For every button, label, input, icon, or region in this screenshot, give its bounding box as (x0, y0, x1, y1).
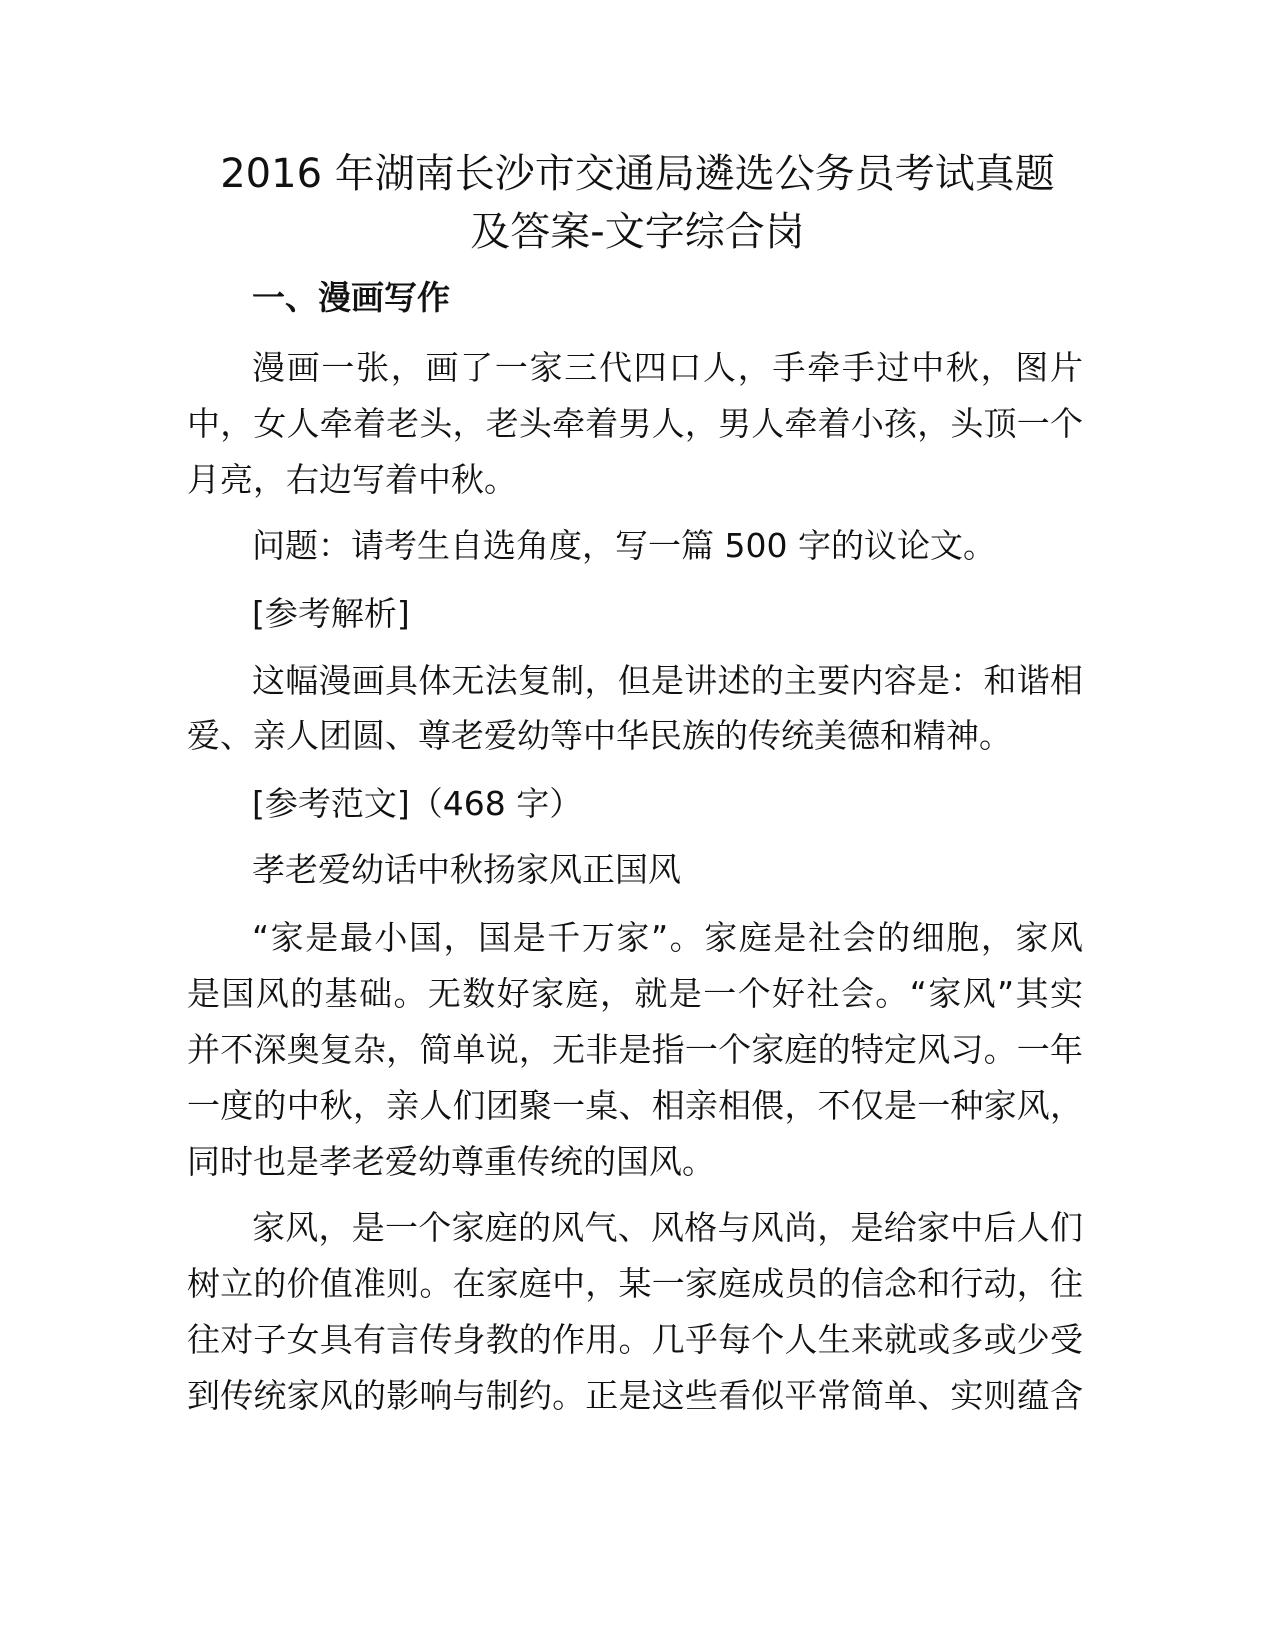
document-title-line-2: 及答案-文字综合岗 (470, 209, 805, 255)
essay-line: 并不深奥复杂，简单说，无非是指一个家庭的特定风习。一年 (187, 1030, 1083, 1069)
essay-line: “家是最小国，国是千万家”。家庭是社会的细胞，家风 (252, 918, 1083, 957)
essay-line: 往对子女具有言传身教的作用。几乎每个人生来就或多或少受 (187, 1320, 1083, 1359)
paragraph-line: 中，女人牵着老头，老头牵着男人，男人牵着小孩，头顶一个 (187, 404, 1083, 443)
sample-heading-count: （468 字） (409, 784, 583, 823)
essay-line: 一度的中秋，亲人们团聚一桌、相亲相偎，不仅是一种家风， (187, 1086, 1083, 1125)
essay-line: 到传统家风的影响与制约。正是这些看似平常简单、实则蕴含 (187, 1376, 1083, 1415)
analysis-line: 爱、亲人团圆、尊老爱幼等中华民族的传统美德和精神。 (187, 716, 1012, 755)
essay-title: 孝老爱幼话中秋扬家风正国风 (252, 850, 681, 889)
essay-line: 是国风的基础。无数好家庭，就是一个好社会。“家风”其实 (187, 974, 1083, 1013)
essay-line: 树立的价值准则。在家庭中，某一家庭成员的信念和行动，往 (187, 1264, 1083, 1303)
question-text: 问题：请考生自选角度，写一篇 500 字的议论文。 (252, 526, 996, 565)
analysis-line: 这幅漫画具体无法复制，但是讲述的主要内容是：和谐相 (252, 661, 1083, 700)
sample-heading-bracket: [参考范文] (252, 784, 410, 823)
section-heading: 一、漫画写作 (252, 278, 450, 317)
sample-essay-heading (252, 782, 582, 826)
essay-line: 家风，是一个家庭的风气、风格与风尚，是给家中后人们 (252, 1208, 1083, 1247)
essay-line: 同时也是孝老爱幼尊重传统的国风。 (187, 1142, 715, 1181)
analysis-heading: [参考解析] (252, 594, 410, 633)
paragraph-line: 漫画一张，画了一家三代四口人，手牵手过中秋，图片 (252, 348, 1083, 387)
document-title-line-1: 2016 年湖南长沙市交通局遴选公务员考试真题 (220, 151, 1055, 197)
paragraph-line: 月亮，右边写着中秋。 (187, 460, 517, 499)
